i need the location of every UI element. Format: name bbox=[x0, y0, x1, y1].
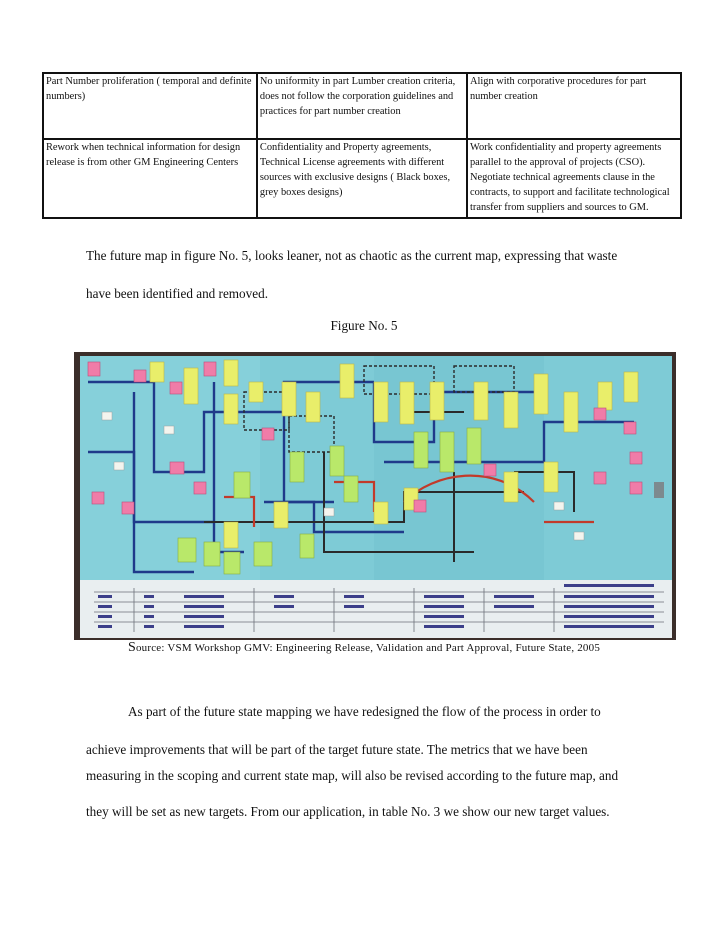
table-row bbox=[43, 139, 681, 218]
board-clamp bbox=[654, 482, 664, 498]
value-stream-map-photo bbox=[74, 352, 676, 640]
paragraph-line: achieve improvements that will be part of the target future state. The metrics that we have been bbox=[86, 742, 588, 757]
table-cell: Work confidentiality and property agreements parallel to the approval of projects (CSO). Negotiate technical agreements clause in the contracts, to support and facilitate technological transfer from suppliers and sources to GM. bbox=[467, 139, 681, 218]
table-cell: Part Number proliferation ( temporal and definite numbers) bbox=[43, 73, 257, 139]
paragraph-line: they will be set as new targets. From our application, in table No. 3 we show our new target values. bbox=[86, 804, 610, 819]
source-text: ource: VSM Workshop GMV: Engineering Release, Validation and Part Approval, Future State, 2005 bbox=[135, 642, 601, 654]
metrics-sheet bbox=[80, 580, 672, 638]
paragraph-line: measuring in the scoping and current state map, will also be revised according to the future map, and bbox=[86, 768, 619, 783]
table-cell: Rework when technical information for design release is from other GM Engineering Centers bbox=[43, 139, 257, 218]
table-row bbox=[43, 73, 681, 139]
paragraph-line: The future map in figure No. 5, looks leaner, not as chaotic as the current map, expressing that waste bbox=[86, 248, 618, 263]
vsm-photo-drawing bbox=[74, 352, 676, 640]
table-cell: No uniformity in part Lumber creation criteria, does not follow the corporation guidelines and practices for part number creation bbox=[257, 73, 467, 139]
figure-caption: Figure No. 5 bbox=[330, 318, 398, 333]
table-cell: Confidentiality and Property agreements, Technical License agreements with different sources with exclusive designs ( Black boxes, grey boxes designs) bbox=[257, 139, 467, 218]
figure-source bbox=[0, 640, 728, 656]
table-cell: Align with corporative procedures for part number creation bbox=[467, 73, 681, 139]
issues-table bbox=[42, 72, 682, 219]
paragraph-line: As part of the future state mapping we have redesigned the flow of the process in order to bbox=[128, 704, 601, 719]
paragraph-line: have been identified and removed. bbox=[86, 286, 268, 301]
source-initial: S bbox=[127, 640, 136, 655]
